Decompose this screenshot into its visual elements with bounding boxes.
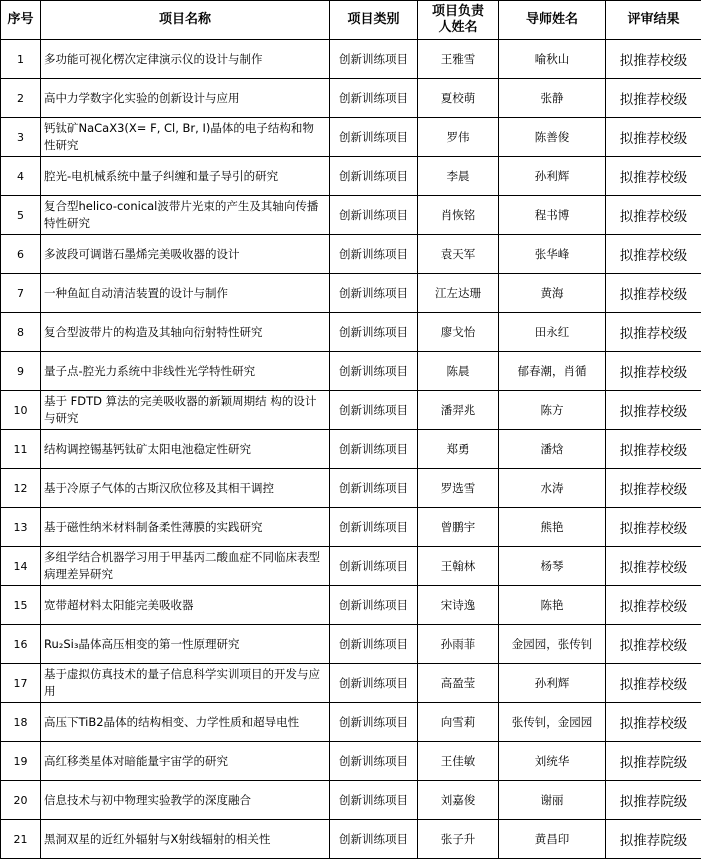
row-number: 4 bbox=[1, 157, 41, 196]
review-result: 拟推荐校级 bbox=[606, 586, 701, 625]
row-number: 19 bbox=[1, 742, 41, 781]
table-row bbox=[1, 742, 701, 781]
advisor-name: 陈善俊 bbox=[499, 118, 606, 157]
advisor-name: 陈方 bbox=[499, 391, 606, 430]
review-result: 拟推荐校级 bbox=[606, 313, 701, 352]
review-result: 拟推荐校级 bbox=[606, 430, 701, 469]
project-category: 创新训练项目 bbox=[330, 391, 418, 430]
project-category: 创新训练项目 bbox=[330, 352, 418, 391]
project-leader: 罗选雪 bbox=[418, 469, 499, 508]
advisor-name: 杨琴 bbox=[499, 547, 606, 586]
advisor-name: 田永红 bbox=[499, 313, 606, 352]
project-leader: 郑勇 bbox=[418, 430, 499, 469]
row-number: 21 bbox=[1, 820, 41, 859]
project-category: 创新训练项目 bbox=[330, 547, 418, 586]
project-name: 腔光-电机械系统中量子纠缠和量子导引的研究 bbox=[41, 157, 330, 196]
advisor-name: 谢丽 bbox=[499, 781, 606, 820]
row-number: 6 bbox=[1, 235, 41, 274]
project-leader: 王佳敏 bbox=[418, 742, 499, 781]
table-row bbox=[1, 625, 701, 664]
project-name: 高压下TiB2晶体的结构相变、力学性质和超导电性 bbox=[41, 703, 330, 742]
review-result: 拟推荐校级 bbox=[606, 508, 701, 547]
project-category: 创新训练项目 bbox=[330, 118, 418, 157]
review-result: 拟推荐校级 bbox=[606, 196, 701, 235]
advisor-name: 喻秋山 bbox=[499, 40, 606, 79]
review-result: 拟推荐校级 bbox=[606, 703, 701, 742]
table-row bbox=[1, 157, 701, 196]
row-number: 15 bbox=[1, 586, 41, 625]
advisor-name: 张华峰 bbox=[499, 235, 606, 274]
project-leader: 廖戈怡 bbox=[418, 313, 499, 352]
advisor-name: 刘统华 bbox=[499, 742, 606, 781]
advisor-name: 黄昌印 bbox=[499, 820, 606, 859]
advisor-name: 水涛 bbox=[499, 469, 606, 508]
table-row bbox=[1, 274, 701, 313]
row-number: 20 bbox=[1, 781, 41, 820]
project-name: 基于虚拟仿真技术的量子信息科学实训项目的开发与应用 bbox=[41, 664, 330, 703]
project-leader: 王雅雪 bbox=[418, 40, 499, 79]
project-leader: 宋诗逸 bbox=[418, 586, 499, 625]
header-advisor: 导师姓名 bbox=[499, 1, 606, 40]
row-number: 10 bbox=[1, 391, 41, 430]
row-number: 13 bbox=[1, 508, 41, 547]
project-leader: 曾鹏宇 bbox=[418, 508, 499, 547]
project-name: 黑洞双星的近红外辐射与X射线辐射的相关性 bbox=[41, 820, 330, 859]
advisor-name: 张静 bbox=[499, 79, 606, 118]
project-name: 基于磁性纳米材料制备柔性薄膜的实践研究 bbox=[41, 508, 330, 547]
project-leader: 陈晨 bbox=[418, 352, 499, 391]
project-category: 创新训练项目 bbox=[330, 625, 418, 664]
row-number: 9 bbox=[1, 352, 41, 391]
review-result: 拟推荐校级 bbox=[606, 469, 701, 508]
project-name: Ru₂Si₃晶体高压相变的第一性原理研究 bbox=[41, 625, 330, 664]
review-result: 拟推荐院级 bbox=[606, 781, 701, 820]
table-row bbox=[1, 313, 701, 352]
table-row bbox=[1, 586, 701, 625]
project-name: 基于 FDTD 算法的完美吸收器的新颖周期结 构的设计与研究 bbox=[41, 391, 330, 430]
project-name: 复合型helico-conical波带片光束的产生及其轴向传播特性研究 bbox=[41, 196, 330, 235]
project-category: 创新训练项目 bbox=[330, 781, 418, 820]
project-category: 创新训练项目 bbox=[330, 430, 418, 469]
project-category: 创新训练项目 bbox=[330, 274, 418, 313]
advisor-name: 陈艳 bbox=[499, 586, 606, 625]
project-name: 多组学结合机器学习用于甲基丙二酸血症不同临床表型病理差异研究 bbox=[41, 547, 330, 586]
table-row bbox=[1, 79, 701, 118]
header-row bbox=[1, 1, 701, 40]
table-row bbox=[1, 391, 701, 430]
advisor-name: 程书博 bbox=[499, 196, 606, 235]
table-row bbox=[1, 352, 701, 391]
advisor-name: 潘焓 bbox=[499, 430, 606, 469]
review-result: 拟推荐校级 bbox=[606, 391, 701, 430]
project-name: 宽带超材料太阳能完美吸收器 bbox=[41, 586, 330, 625]
review-result: 拟推荐院级 bbox=[606, 742, 701, 781]
table-row bbox=[1, 469, 701, 508]
row-number: 5 bbox=[1, 196, 41, 235]
table-row bbox=[1, 664, 701, 703]
project-category: 创新训练项目 bbox=[330, 196, 418, 235]
table-row bbox=[1, 547, 701, 586]
header-no: 序号 bbox=[1, 1, 41, 40]
review-result: 拟推荐校级 bbox=[606, 40, 701, 79]
project-leader: 孙雨菲 bbox=[418, 625, 499, 664]
table-row bbox=[1, 118, 701, 157]
row-number: 17 bbox=[1, 664, 41, 703]
row-number: 11 bbox=[1, 430, 41, 469]
project-name: 高中力学数字化实验的创新设计与应用 bbox=[41, 79, 330, 118]
project-leader: 袁天军 bbox=[418, 235, 499, 274]
review-result: 拟推荐校级 bbox=[606, 664, 701, 703]
header-leader: 项目负责人姓名 bbox=[418, 1, 499, 40]
review-result: 拟推荐校级 bbox=[606, 274, 701, 313]
review-result: 拟推荐校级 bbox=[606, 625, 701, 664]
project-name: 多波段可调谐石墨烯完美吸收器的设计 bbox=[41, 235, 330, 274]
project-category: 创新训练项目 bbox=[330, 586, 418, 625]
row-number: 7 bbox=[1, 274, 41, 313]
project-category: 创新训练项目 bbox=[330, 40, 418, 79]
project-category: 创新训练项目 bbox=[330, 469, 418, 508]
advisor-name: 黄海 bbox=[499, 274, 606, 313]
project-category: 创新训练项目 bbox=[330, 742, 418, 781]
row-number: 18 bbox=[1, 703, 41, 742]
header-category: 项目类别 bbox=[330, 1, 418, 40]
review-result: 拟推荐校级 bbox=[606, 352, 701, 391]
project-leader: 王翰林 bbox=[418, 547, 499, 586]
project-name: 结构调控锡基钙钛矿太阳电池稳定性研究 bbox=[41, 430, 330, 469]
project-category: 创新训练项目 bbox=[330, 235, 418, 274]
row-number: 3 bbox=[1, 118, 41, 157]
table-row bbox=[1, 781, 701, 820]
review-result: 拟推荐校级 bbox=[606, 118, 701, 157]
project-name: 多功能可视化楞次定律演示仪的设计与制作 bbox=[41, 40, 330, 79]
project-name: 量子点-腔光力系统中非线性光学特性研究 bbox=[41, 352, 330, 391]
advisor-name: 熊艳 bbox=[499, 508, 606, 547]
project-leader: 高盈莹 bbox=[418, 664, 499, 703]
project-name: 基于冷原子气体的古斯汉欣位移及其相干调控 bbox=[41, 469, 330, 508]
project-category: 创新训练项目 bbox=[330, 157, 418, 196]
row-number: 8 bbox=[1, 313, 41, 352]
project-category: 创新训练项目 bbox=[330, 508, 418, 547]
project-leader: 罗伟 bbox=[418, 118, 499, 157]
table-row bbox=[1, 703, 701, 742]
table-body bbox=[1, 40, 701, 859]
table-row bbox=[1, 235, 701, 274]
project-name: 一种鱼缸自动清洁装置的设计与制作 bbox=[41, 274, 330, 313]
project-name: 钙钛矿NaCaX3(X= F, Cl, Br, I)晶体的电子结构和物性研究 bbox=[41, 118, 330, 157]
project-leader: 刘嘉俊 bbox=[418, 781, 499, 820]
row-number: 16 bbox=[1, 625, 41, 664]
header-project-name: 项目名称 bbox=[41, 1, 330, 40]
advisor-name: 郁春潮，肖循 bbox=[499, 352, 606, 391]
project-name: 信息技术与初中物理实验教学的深度融合 bbox=[41, 781, 330, 820]
project-leader: 张子升 bbox=[418, 820, 499, 859]
header-result: 评审结果 bbox=[606, 1, 701, 40]
table-row bbox=[1, 196, 701, 235]
project-leader: 向雪莉 bbox=[418, 703, 499, 742]
project-name: 复合型波带片的构造及其轴向衍射特性研究 bbox=[41, 313, 330, 352]
project-leader: 潘羿兆 bbox=[418, 391, 499, 430]
project-category: 创新训练项目 bbox=[330, 313, 418, 352]
review-result: 拟推荐校级 bbox=[606, 547, 701, 586]
table-row bbox=[1, 430, 701, 469]
project-leader: 李晨 bbox=[418, 157, 499, 196]
advisor-name: 孙利辉 bbox=[499, 664, 606, 703]
project-leader: 夏校萌 bbox=[418, 79, 499, 118]
project-leader: 肖恢铭 bbox=[418, 196, 499, 235]
project-category: 创新训练项目 bbox=[330, 664, 418, 703]
project-category: 创新训练项目 bbox=[330, 820, 418, 859]
row-number: 1 bbox=[1, 40, 41, 79]
project-category: 创新训练项目 bbox=[330, 703, 418, 742]
review-result: 拟推荐校级 bbox=[606, 157, 701, 196]
row-number: 14 bbox=[1, 547, 41, 586]
review-result: 拟推荐校级 bbox=[606, 235, 701, 274]
advisor-name: 张传钊，金园园 bbox=[499, 703, 606, 742]
row-number: 12 bbox=[1, 469, 41, 508]
project-leader: 江左达珊 bbox=[418, 274, 499, 313]
project-name: 高红移类星体对暗能量宇宙学的研究 bbox=[41, 742, 330, 781]
table-row bbox=[1, 40, 701, 79]
advisor-name: 孙利辉 bbox=[499, 157, 606, 196]
project-category: 创新训练项目 bbox=[330, 79, 418, 118]
advisor-name: 金园园，张传钊 bbox=[499, 625, 606, 664]
row-number: 2 bbox=[1, 79, 41, 118]
table-row bbox=[1, 820, 701, 859]
review-result: 拟推荐校级 bbox=[606, 79, 701, 118]
review-result: 拟推荐院级 bbox=[606, 820, 701, 859]
table-row bbox=[1, 508, 701, 547]
